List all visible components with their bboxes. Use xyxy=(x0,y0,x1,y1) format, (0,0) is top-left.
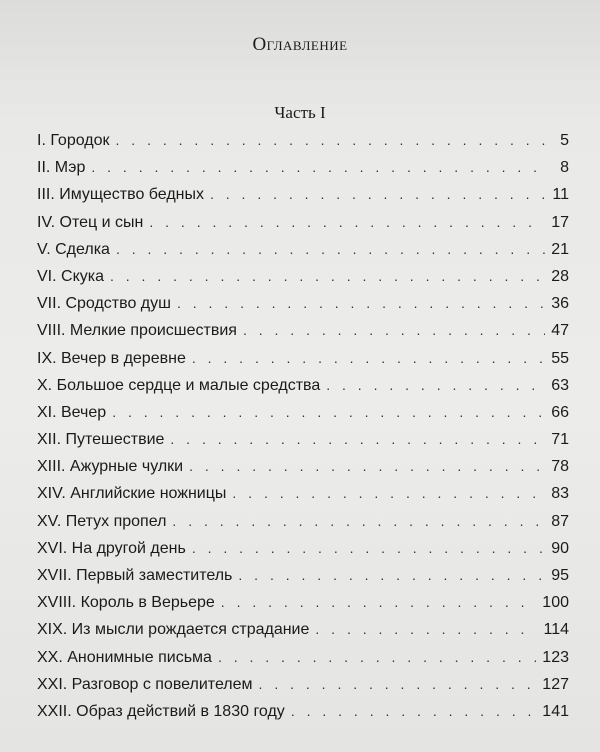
dot-leader xyxy=(218,649,536,665)
dot-leader xyxy=(149,214,545,230)
toc-entry-title: XXI. Разговор с повелителем xyxy=(37,675,253,693)
toc-entry xyxy=(37,485,569,512)
toc-entry-title: XI. Вечер xyxy=(37,403,107,421)
dot-leader xyxy=(192,350,545,366)
toc-entry-title: XII. Путешествие xyxy=(37,431,165,449)
toc-entry-page-number: 5 xyxy=(560,132,569,149)
toc-entry xyxy=(37,676,569,703)
toc-entry xyxy=(37,649,569,676)
toc-entry xyxy=(37,594,569,621)
dot-leader xyxy=(192,540,545,556)
dot-leader xyxy=(232,485,545,501)
toc-entry-title: XVI. На другой день xyxy=(37,539,186,557)
toc-entry-page-number: 8 xyxy=(560,159,569,177)
toc-entry-page-number: 123 xyxy=(542,648,569,666)
toc-entry-title: V. Сделка xyxy=(37,240,110,258)
dot-leader xyxy=(189,458,545,474)
toc-entry-page-number: 114 xyxy=(543,621,569,639)
dot-leader xyxy=(238,567,545,583)
toc-entry xyxy=(37,322,569,349)
toc-entry-page-number: 55 xyxy=(551,349,569,367)
toc-entry-page-number: 63 xyxy=(551,376,569,394)
toc-entry-page-number: 90 xyxy=(551,539,569,557)
part-title: Часть I xyxy=(274,103,326,122)
toc-entry-page-number: 66 xyxy=(551,403,569,421)
toc-entry-page-number: 83 xyxy=(551,485,569,503)
toc-entry-page-number: 87 xyxy=(551,512,569,530)
toc-entry xyxy=(37,404,569,431)
toc-entry-page-number: 100 xyxy=(542,594,569,612)
toc-entry xyxy=(37,132,569,159)
toc-entry xyxy=(37,350,569,377)
toc-entry-title: III. Имущество бедных xyxy=(37,186,204,204)
dot-leader xyxy=(259,676,537,692)
toc-entry-page-number: 36 xyxy=(551,295,569,313)
dot-leader xyxy=(221,594,537,610)
toc-entry xyxy=(37,621,569,648)
dot-leader xyxy=(91,159,545,175)
toc-entry-title: XIX. Из мысли рождается страдание xyxy=(37,621,310,639)
table-of-contents xyxy=(37,132,569,730)
toc-entry xyxy=(37,159,569,186)
dot-leader xyxy=(243,322,545,338)
toc-entry-title: VII. Сродство душ xyxy=(37,295,171,313)
toc-entry-title: XIII. Ажурные чулки xyxy=(37,458,184,476)
toc-entry-page-number: 78 xyxy=(551,458,569,476)
toc-entry xyxy=(37,214,569,241)
toc-entry-page-number: 17 xyxy=(551,213,569,231)
toc-entry xyxy=(37,703,569,730)
dot-leader xyxy=(116,241,545,257)
toc-entry-page-number: 11 xyxy=(552,186,569,204)
dot-leader xyxy=(326,377,545,393)
toc-entry xyxy=(37,513,569,540)
dot-leader xyxy=(172,513,545,529)
toc-entry-page-number: 95 xyxy=(551,567,569,584)
toc-entry-title: IX. Вечер в деревне xyxy=(37,349,186,367)
toc-entry xyxy=(37,458,569,485)
toc-entry xyxy=(37,377,569,404)
dot-leader xyxy=(170,431,545,447)
toc-entry-page-number: 71 xyxy=(551,431,569,449)
dot-leader xyxy=(110,268,545,284)
toc-entry-title: X. Большое сердце и малые средства xyxy=(37,376,321,394)
toc-entry-title: II. Мэр xyxy=(37,159,86,177)
page-heading: Оглавление xyxy=(252,34,348,55)
toc-entry xyxy=(37,567,569,594)
toc-entry-title: XV. Петух пропел xyxy=(37,512,167,530)
toc-entry-title: XIV. Английские ножницы xyxy=(37,485,227,503)
toc-entry-title: XXII. Образ действий в 1830 году xyxy=(37,702,285,720)
toc-entry-title: IV. Отец и сын xyxy=(37,213,144,231)
dot-leader xyxy=(116,132,545,148)
toc-entry-title: XVII. Первый заместитель xyxy=(37,567,233,584)
dot-leader xyxy=(315,621,537,637)
toc-entry-page-number: 28 xyxy=(551,267,569,285)
toc-entry xyxy=(37,431,569,458)
toc-entry-page-number: 47 xyxy=(551,322,569,340)
toc-entry-title: I. Городок xyxy=(37,132,110,149)
toc-entry xyxy=(37,540,569,567)
toc-entry xyxy=(37,241,569,268)
toc-entry-title: XVIII. Король в Верьере xyxy=(37,594,215,612)
toc-entry-page-number: 21 xyxy=(551,240,569,258)
dot-leader xyxy=(210,186,545,202)
toc-entry-page-number: 127 xyxy=(542,675,569,693)
dot-leader xyxy=(177,295,545,311)
dot-leader xyxy=(291,703,536,719)
toc-entry-title: XX. Анонимные письма xyxy=(37,648,212,666)
toc-entry xyxy=(37,295,569,322)
dot-leader xyxy=(112,404,545,420)
toc-entry xyxy=(37,186,569,213)
toc-entry-title: VI. Скука xyxy=(37,267,104,285)
toc-entry-page-number: 141 xyxy=(542,702,569,720)
toc-entry-title: VIII. Мелкие происшествия xyxy=(37,322,237,340)
toc-entry xyxy=(37,268,569,295)
